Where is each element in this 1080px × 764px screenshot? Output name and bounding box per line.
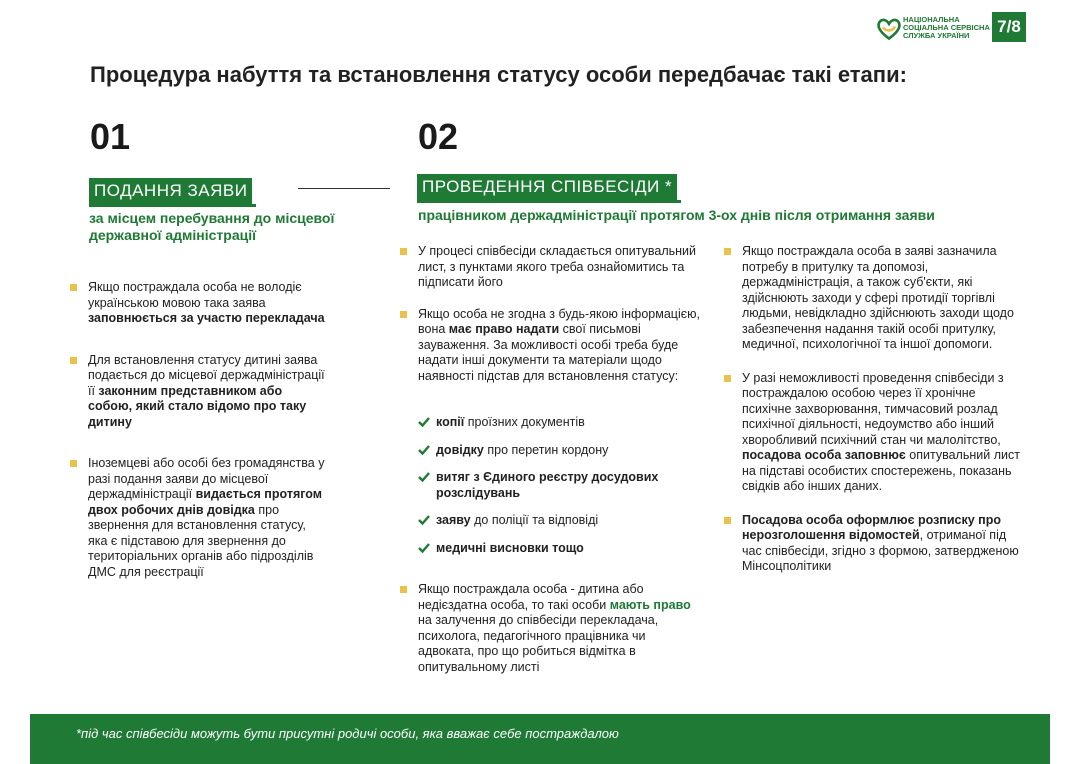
footer-note: *під час співбесіди можуть бути присутні родичі особи, яка вважає себе постраждалою <box>76 726 619 741</box>
check-icon <box>418 542 430 554</box>
step2-list-col1 <box>418 244 703 392</box>
step2-heading: ПРОВЕДЕННЯ СПІВБЕСІДИ * <box>417 174 677 200</box>
checklist-item: заяву до поліції та відповіді <box>418 513 703 529</box>
step1-number: 01 <box>90 116 131 157</box>
logo-line-1: НАЦІОНАЛЬНА <box>903 15 960 24</box>
divider-line <box>298 188 390 189</box>
check-icon <box>418 514 430 526</box>
document-checklist <box>418 415 703 556</box>
checklist-item: копії проїзних документів <box>418 415 703 431</box>
bullet-icon <box>70 284 77 291</box>
page-title: Процедура набуття та встановлення статусу особи передбачає такі етапи: <box>90 62 907 87</box>
list-item: Посадова особа оформлює розписку про нерозголошення відомостей, отриманої під час співбесіди, згідно з формою, затвердженою Мінсоцполітики <box>742 513 1022 575</box>
bullet-icon <box>724 248 731 255</box>
logo-line-3: СЛУЖБА УКРАЇНИ <box>903 31 970 40</box>
checklist-item: витяг з Єдиного реєстру досудових розслідувань <box>418 470 696 501</box>
logo-text <box>903 16 993 40</box>
bullet-icon <box>70 460 77 467</box>
bullet-icon <box>400 311 407 318</box>
bullet-icon <box>400 586 407 593</box>
bullet-icon <box>400 248 407 255</box>
bullet-icon <box>724 517 731 524</box>
step1-subtitle: за місцем перебування до місцевої державної адміністрації <box>89 210 335 243</box>
logo-line-2: СОЦІАЛЬНА СЕРВІСНА <box>903 23 990 32</box>
list-item: У процесі співбесіди складається опитувальний лист, з пунктами якого треба ознайомитись та підписати його <box>418 244 703 291</box>
nsssu-logo-icon <box>876 16 902 42</box>
list-item: Якщо особа не згодна з будь-якою інформацією, вона має право надати свої письмові зауваження. За можливості особі треба буде надати інші документи та матеріали щодо наявності підстав для встановлення статусу: <box>418 307 703 385</box>
step1-heading: ПОДАННЯ ЗАЯВИ <box>89 178 252 204</box>
list-item: Якщо постраждала особа - дитина або недієздатна особа, то такі особи мають право на залучення до співбесіди перекладача, психолога, педагогічного працівника чи адвоката, про що робиться відмітка в опитувальному листі <box>418 582 703 675</box>
check-icon <box>418 444 430 456</box>
check-icon <box>418 471 430 483</box>
list-item: Якщо постраждала особа не володіє українською мовою така заява заповнюється за участю перекладача <box>88 280 328 327</box>
checklist-item: медичні висновки тощо <box>418 541 703 557</box>
list-item: Для встановлення статусу дитині заява подається до місцевої держадміністрації її законним представником або собою, який стало відомо про таку дитину <box>88 353 328 431</box>
step2-subtitle: працівником держадміністрації протягом 3-ох днів після отримання заяви <box>418 207 935 223</box>
step1-list <box>88 280 328 580</box>
bullet-icon <box>70 357 77 364</box>
checklist-item: довідку про перетин кордону <box>418 443 703 459</box>
bullet-icon <box>724 375 731 382</box>
step2-number: 02 <box>418 116 459 157</box>
list-item: Якщо постраждала особа в заяві зазначила потребу в притулку та допомозі, держадміністрація, а також суб'єкти, які здійснюють заходи у сфері протидії торгівлі людьми, невідкладно здійснюють заходи щодо забезпечення надання такій особі притулку, медичної, психологічної та іншої допомоги. <box>742 244 1022 353</box>
step2-list-col2 <box>742 244 1022 575</box>
page-indicator: 7/8 <box>992 12 1026 42</box>
step2-list-col1-bottom <box>418 582 703 675</box>
list-item: Іноземцеві або особі без громадянства у разі подання заяви до місцевої держадміністрації видається протягом двох робочих днів довідка про звернення для встановлення статусу, яка є підставою для звернення до територіальних органів або підрозділів ДМС для реєстрації <box>88 456 328 580</box>
list-item: У разі неможливості проведення співбесіди з постраждалою особою через її хронічне психічне захворювання, тимчасовий розлад психічної діяльності, недоумство або інший хворобливий психічний стан чи малолітство, посадова особа заповнює опитувальний лист на підставі особистих спостережень, показань свідків або інших даних. <box>742 371 1022 495</box>
check-icon <box>418 416 430 428</box>
